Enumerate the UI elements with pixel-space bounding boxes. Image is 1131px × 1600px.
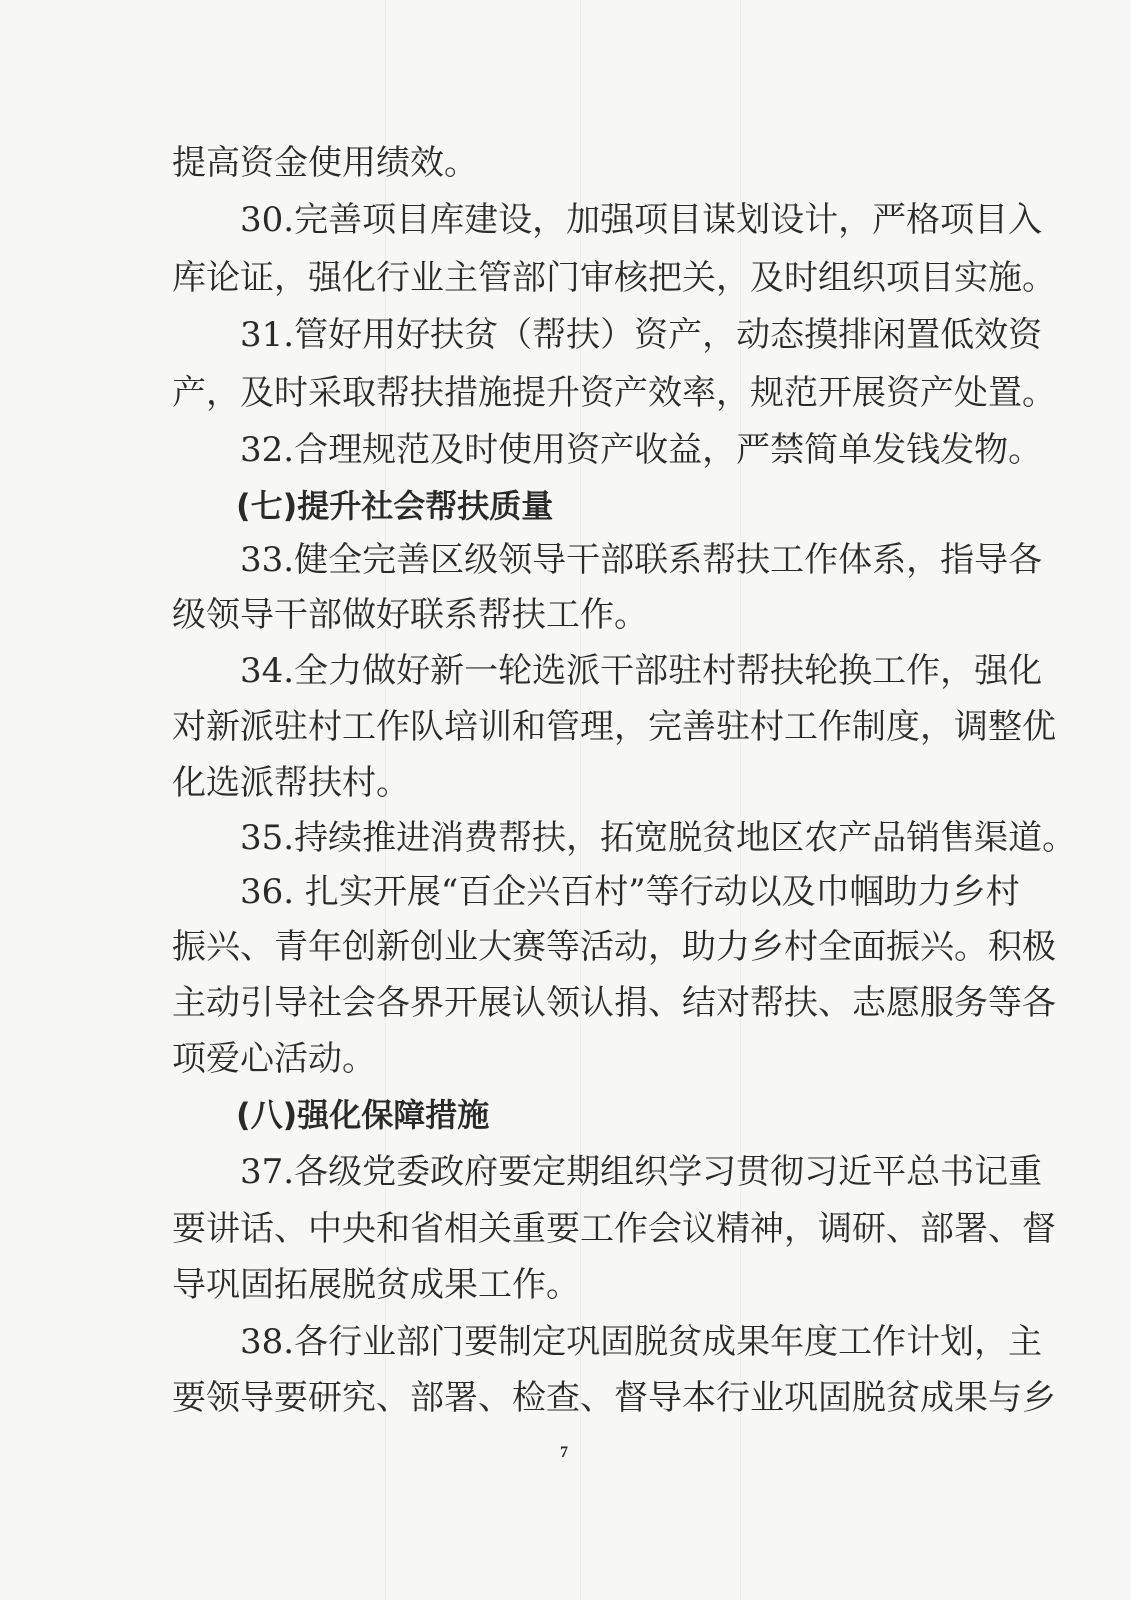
text-line: 34.全力做好新一轮选派干部驻村帮扶轮换工作，强化 bbox=[240, 651, 1043, 691]
text-line: 要领导要研究、部署、检查、督导本行业巩固脱贫成果与乡 bbox=[172, 1378, 1056, 1418]
text-line: 导巩固拓展脱贫成果工作。 bbox=[172, 1265, 580, 1305]
text-line: 化选派帮扶村。 bbox=[172, 763, 410, 803]
section-heading: (八)强化保障措施 bbox=[236, 1096, 490, 1134]
text-line: 项爱心活动。 bbox=[172, 1039, 376, 1079]
text-line: 主动引导社会各界开展认领认捐、结对帮扶、志愿服务等各 bbox=[172, 983, 1056, 1023]
page-number: 7 bbox=[560, 1444, 568, 1461]
text-line: 提高资金使用绩效。 bbox=[172, 143, 478, 183]
text-line: 36. 扎实开展“百企兴百村”等行动以及巾帼助力乡村 bbox=[240, 872, 1020, 912]
text-line: 37.各级党委政府要定期组织学习贯彻习近平总书记重 bbox=[240, 1152, 1043, 1192]
text-line: 对新派驻村工作队培训和管理，完善驻村工作制度，调整优 bbox=[172, 707, 1056, 747]
text-line: 要讲话、中央和省相关重要工作会议精神，调研、部署、督 bbox=[172, 1209, 1056, 1249]
text-line: 级领导干部做好联系帮扶工作。 bbox=[172, 595, 648, 635]
text-line: 振兴、青年创新创业大赛等活动，助力乡村全面振兴。积极 bbox=[172, 927, 1056, 967]
text-line: 35.持续推进消费帮扶，拓宽脱贫地区农产品销售渠道。 bbox=[240, 818, 1077, 858]
section-heading: (七)提升社会帮扶质量 bbox=[236, 487, 554, 525]
text-line: 33.健全完善区级领导干部联系帮扶工作体系，指导各 bbox=[240, 540, 1043, 580]
text-line: 库论证，强化行业主管部门审核把关，及时组织项目实施。 bbox=[172, 258, 1056, 298]
text-line: 38.各行业部门要制定巩固脱贫成果年度工作计划，主 bbox=[240, 1322, 1043, 1362]
text-line: 产，及时采取帮扶措施提升资产效率，规范开展资产处置。 bbox=[172, 373, 1056, 413]
text-line: 32.合理规范及时使用资产收益，严禁简单发钱发物。 bbox=[240, 430, 1043, 470]
text-line: 31.管好用好扶贫（帮扶）资产，动态摸排闲置低效资 bbox=[240, 315, 1043, 355]
text-line: 30.完善项目库建设，加强项目谋划设计，严格项目入 bbox=[240, 200, 1043, 240]
